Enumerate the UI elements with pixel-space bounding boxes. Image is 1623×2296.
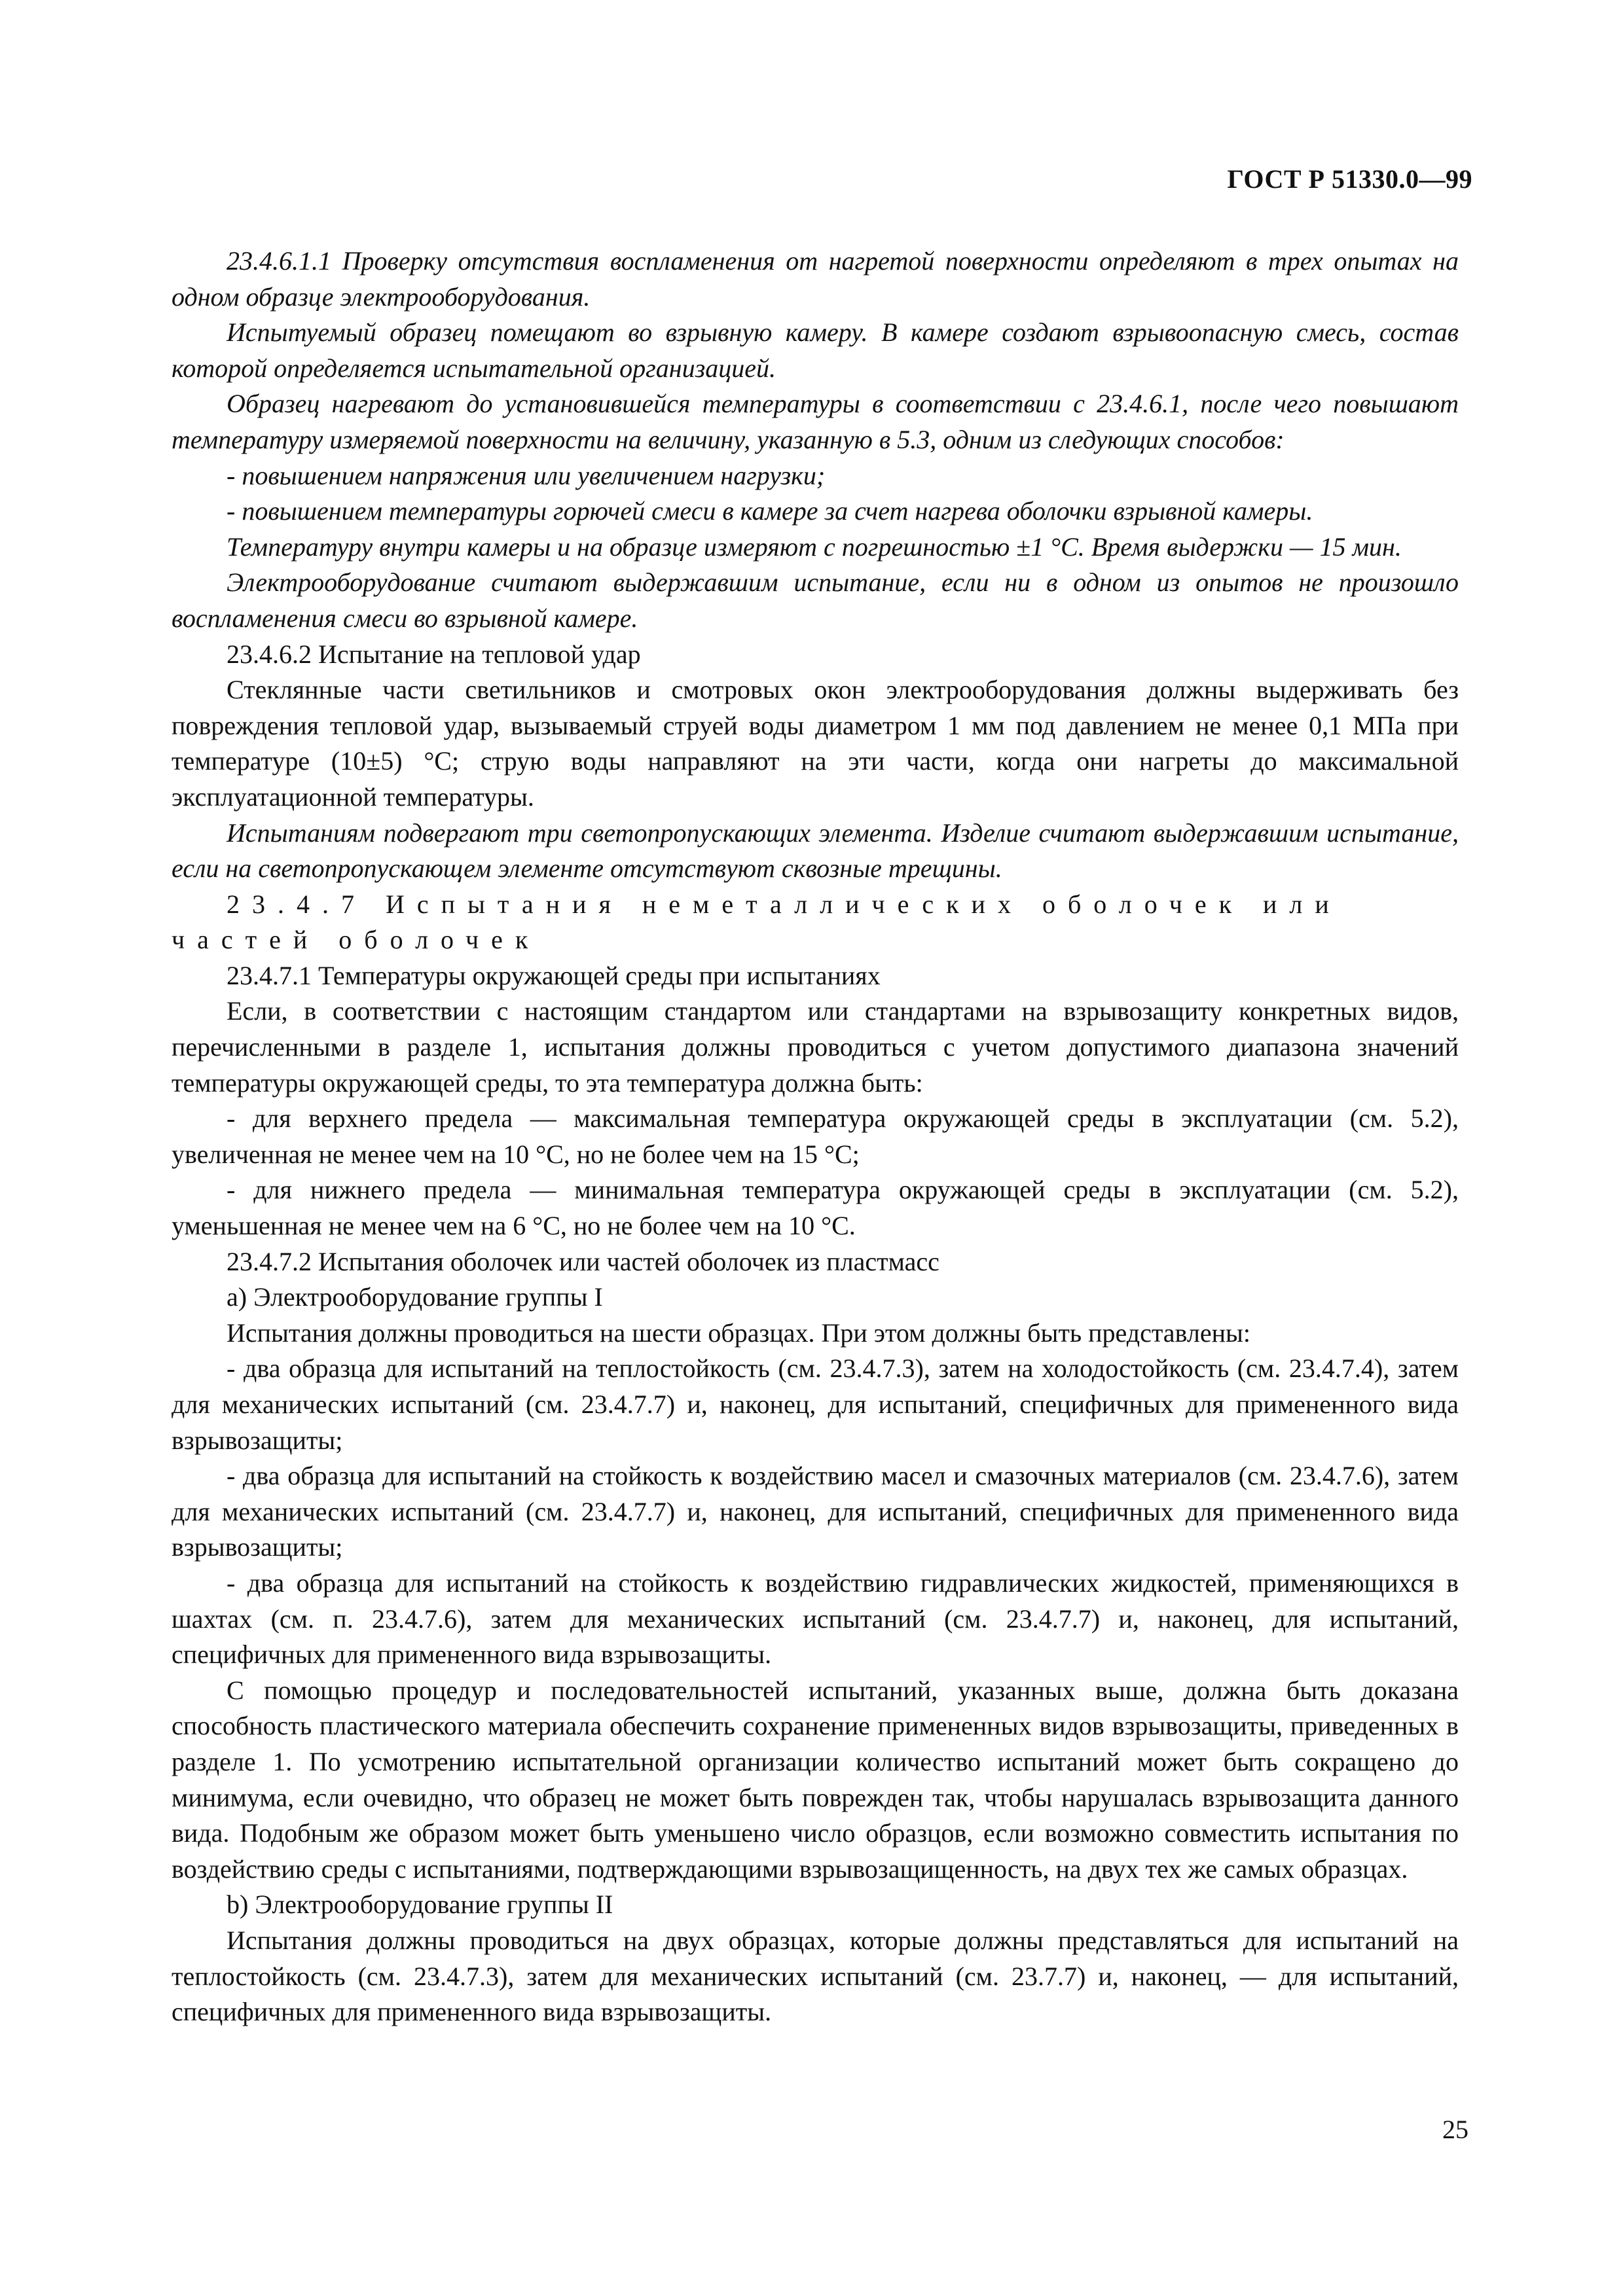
- paragraph-sample-placement: Испытуемый образец помещают во взрывную камеру. В камере создают взрывоопасную смесь, состав которой определяется испытательной организацией.: [172, 317, 1459, 383]
- heading-23-4-7: 23.4.7 Испытания неметаллических оболочек или частей оболочек: [172, 889, 1341, 955]
- paragraph-23-4-6-1-1: 23.4.6.1.1 Проверку отсутствия воспламенения от нагретой поверхности определяют в трех опытах на одном образце электрооборудования.: [172, 246, 1459, 312]
- paragraph-measurement-accuracy: Температуру внутри камеры и на образце измеряют с погрешностью ±1 °С. Время выдержки — 15 мин.: [227, 531, 1402, 562]
- list-item-mixture-heating: - повышением температуры горючей смеси в камере за счет нагрева оболочки взрывной камеры.: [227, 496, 1313, 526]
- list-item-upper-limit: - для верхнего предела — максимальная температура окружающей среды в эксплуатации (см. 5.2), увеличенная не менее чем на 10 °С, но не более чем на 15 °С;: [172, 1103, 1459, 1169]
- paragraph-light-elements: Испытаниям подвергают три светопропускающих элемента. Изделие считают выдержавшим испытание, если на светопропускающем элементе отсутствуют сквозные трещины.: [172, 817, 1459, 884]
- list-item-hydraulic: - два образца для испытаний на стойкость к воздействию гидравлических жидкостей, применяющихся в шахтах (см. п. 23.4.7.6), затем для механических испытаний (см. 23.4.7.7) и, наконец, для испытаний, специфичных для примененного вида взрывозащиты.: [172, 1568, 1459, 1670]
- list-item-heat-cold: - два образца для испытаний на теплостойкость (см. 23.4.7.3), затем на холодостойкость (см. 23.4.7.4), затем для механических испытаний (см. 23.4.7.7) и, наконец, для испытаний, специфичных для примененного вида взрывозащиты;: [172, 1354, 1459, 1455]
- paragraph-sample-heating: Образец нагревают до установившейся температуры в соответствии с 23.4.6.1, после чего повышают температуру измеряемой поверхности на величину, указанную в 5.3, одним из следующих способов:: [172, 389, 1459, 454]
- subheading-group-ii: b) Электрооборудование группы II: [227, 1890, 613, 1920]
- heading-23-4-6-2: 23.4.6.2 Испытание на тепловой удар: [227, 639, 641, 669]
- subheading-group-i: а) Электрооборудование группы I: [227, 1282, 603, 1312]
- paragraph-two-samples: Испытания должны проводиться на двух образцах, которые должны представляться для испытаний на теплостойкость (см. 23.4.7.3), затем для механических испытаний (см. 23.7.7) и, наконец, — для испытаний, специфичных для примененного вида взрывозащиты.: [172, 1925, 1459, 2027]
- page-number: 25: [1442, 2115, 1468, 2144]
- standard-number-header: ГОСТ Р 51330.0—99: [1227, 164, 1472, 194]
- paragraph-thermal-shock: Стеклянные части светильников и смотровых окон электрооборудования должны выдерживать без повреждения тепловой удар, вызываемый струей воды диаметром 1 мм под давлением не менее 0,1 МПа при температуре (10±5) °С; струю воды направляют на эти части, когда они нагреты до максимальной эксплуатационной температуры.: [172, 675, 1459, 812]
- paragraph-six-samples: Испытания должны проводиться на шести образцах. При этом должны быть представлены:: [227, 1318, 1251, 1348]
- list-item-oils: - два образца для испытаний на стойкость к воздействию масел и смазочных материалов (см. 23.4.7.6), затем для механических испытаний (см. 23.4.7.7) и, наконец, для испытаний, специфичных для примененного вида взрывозащиты;: [172, 1461, 1459, 1562]
- paragraph-pass-criterion: Электрооборудование считают выдержавшим испытание, если ни в одном из опытов не произошло воспламенения смеси во взрывной камере.: [172, 567, 1459, 633]
- heading-23-4-7-2: 23.4.7.2 Испытания оболочек или частей оболочек из пластмасс: [227, 1246, 939, 1276]
- document-body: [172, 243, 1459, 2030]
- paragraph-ambient-temperature: Если, в соответствии с настоящим стандартом или стандартами на взрывозащиту конкретных видов, перечисленными в разделе 1, испытания должны проводиться с учетом допустимого диапазона значений температуры окружающей среды, то эта температура должна быть:: [172, 996, 1459, 1098]
- heading-23-4-7-1: 23.4.7.1 Температуры окружающей среды при испытаниях: [227, 960, 881, 990]
- list-item-lower-limit: - для нижнего предела — минимальная температура окружающей среды в эксплуатации (см. 5.2), уменьшенная не менее чем на 6 °С, но не более чем на 10 °С.: [172, 1175, 1459, 1241]
- list-item-voltage: - повышением напряжения или увеличением нагрузки;: [227, 460, 826, 490]
- paragraph-procedures: С помощью процедур и последовательностей испытаний, указанных выше, должна быть доказана способность пластического материала обеспечить сохранение примененных видов взрывозащиты, приведенных в разделе 1. По усмотрению испытательной организации количество испытаний может быть сокращено до минимума, если очевидно, что образец не может быть поврежден так, чтобы нарушалась взрывозащита данного вида. Подобным же образом может быть уменьшено число образцов, если возможно совместить испытания по воздействию среды с испытаниями, подтверждающими взрывозащищенность, на двух тех же самых образцах.: [172, 1675, 1459, 1884]
